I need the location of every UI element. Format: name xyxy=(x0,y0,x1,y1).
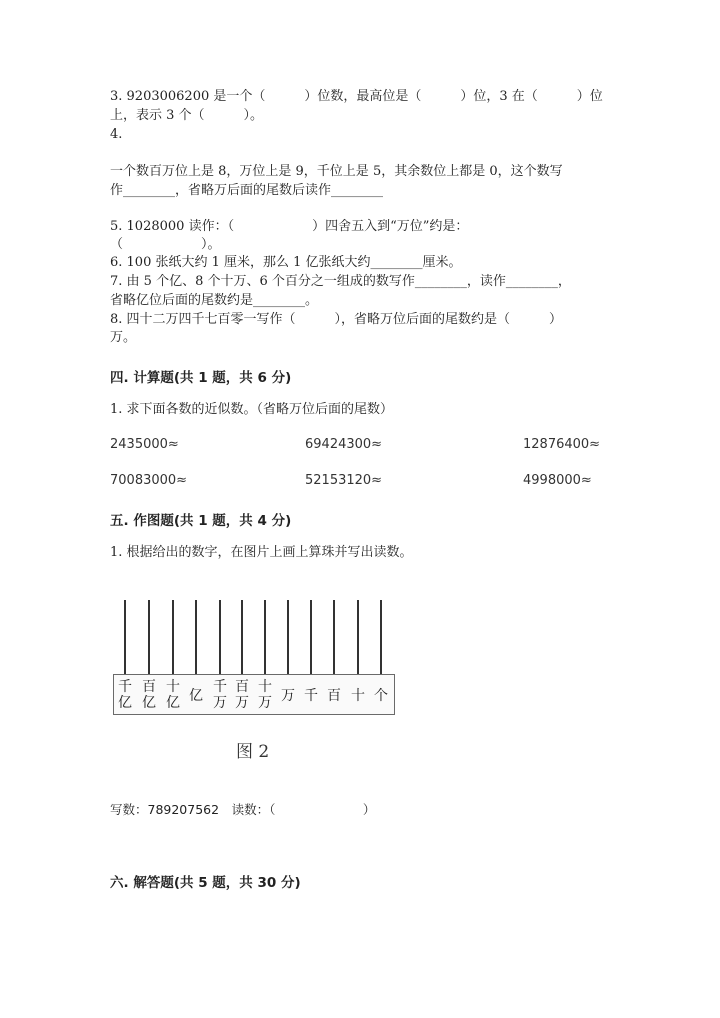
abacus-label: 十 xyxy=(351,688,365,704)
q4-line1: 一个数百万位上是 8，万位上是 9，千位上是 5，其余数位上都是 0，这个数写 xyxy=(110,164,563,179)
abacus-label: 千 万 xyxy=(213,679,227,711)
abacus-rod xyxy=(124,600,126,675)
q3-line1: 3. 9203006200 是一个（ ）位数，最高位是（ ）位，3 在（ ）位 xyxy=(110,89,603,104)
abacus-label: 百 万 xyxy=(235,679,249,711)
abacus-answer-line: 写数：789207562 读数：（ ） xyxy=(110,802,376,817)
approx-item: 12876400≈ xyxy=(523,437,601,452)
abacus-label: 百 亿 xyxy=(142,679,156,711)
approx-item: 2435000≈ xyxy=(110,437,179,452)
abacus-rod xyxy=(264,600,266,675)
q4-line2: 作________，省略万后面的尾数后读作________ xyxy=(110,183,384,198)
abacus-rod xyxy=(148,600,150,675)
abacus-label: 十 万 xyxy=(258,679,272,711)
q5-line2: （ ）。 xyxy=(110,237,221,252)
abacus-rod xyxy=(380,600,382,675)
abacus-rod xyxy=(333,600,335,675)
section4-title: 四. 计算题(共 1 题，共 6 分) xyxy=(110,370,292,386)
abacus-label: 千 xyxy=(304,688,318,704)
q8-line2: 万。 xyxy=(110,330,137,345)
q4-number: 4. xyxy=(110,127,123,142)
abacus-label: 个 xyxy=(374,688,388,704)
q8-line1: 8. 四十二万四千七百零一写作（ ），省略万位后面的尾数约是（ ） xyxy=(110,312,563,327)
abacus-label: 百 xyxy=(327,688,341,704)
section4-prompt: 1. 求下面各数的近似数。（省略万位后面的尾数） xyxy=(110,402,394,417)
abacus-label: 万 xyxy=(281,688,295,704)
figure-caption: 图 2 xyxy=(236,742,270,762)
abacus-rod xyxy=(241,600,243,675)
section5-title: 五. 作图题(共 1 题，共 4 分) xyxy=(110,513,292,529)
approx-item: 70083000≈ xyxy=(110,473,188,488)
section5-prompt: 1. 根据给出的数字，在图片上画上算珠并写出读数。 xyxy=(110,545,413,560)
q7-line2: 省略亿位后面的尾数约是________。 xyxy=(110,293,319,308)
abacus-rod xyxy=(195,600,197,675)
approx-item: 52153120≈ xyxy=(305,473,383,488)
q5-line1: 5. 1028000 读作：（ ）四舍五入到“万位”约是： xyxy=(110,219,469,234)
abacus-rod xyxy=(287,600,289,675)
q6: 6. 100 张纸大约 1 厘米，那么 1 亿张纸大约________厘米。 xyxy=(110,255,462,270)
abacus-rod xyxy=(357,600,359,675)
abacus-rod xyxy=(172,600,174,675)
abacus-label: 千 亿 xyxy=(118,679,132,711)
abacus-rod xyxy=(219,600,221,675)
q3-line2: 上，表示 3 个（ ）。 xyxy=(110,108,264,123)
approx-item: 4998000≈ xyxy=(523,473,592,488)
abacus-rod xyxy=(310,600,312,675)
approx-item: 69424300≈ xyxy=(305,437,383,452)
section6-title: 六. 解答题(共 5 题，共 30 分) xyxy=(110,875,301,891)
abacus-label: 十 亿 xyxy=(166,679,180,711)
abacus-label: 亿 xyxy=(189,688,203,704)
q7-line1: 7. 由 5 个亿、8 个十万、6 个百分之一组成的数写作________，读作________， xyxy=(110,274,571,289)
